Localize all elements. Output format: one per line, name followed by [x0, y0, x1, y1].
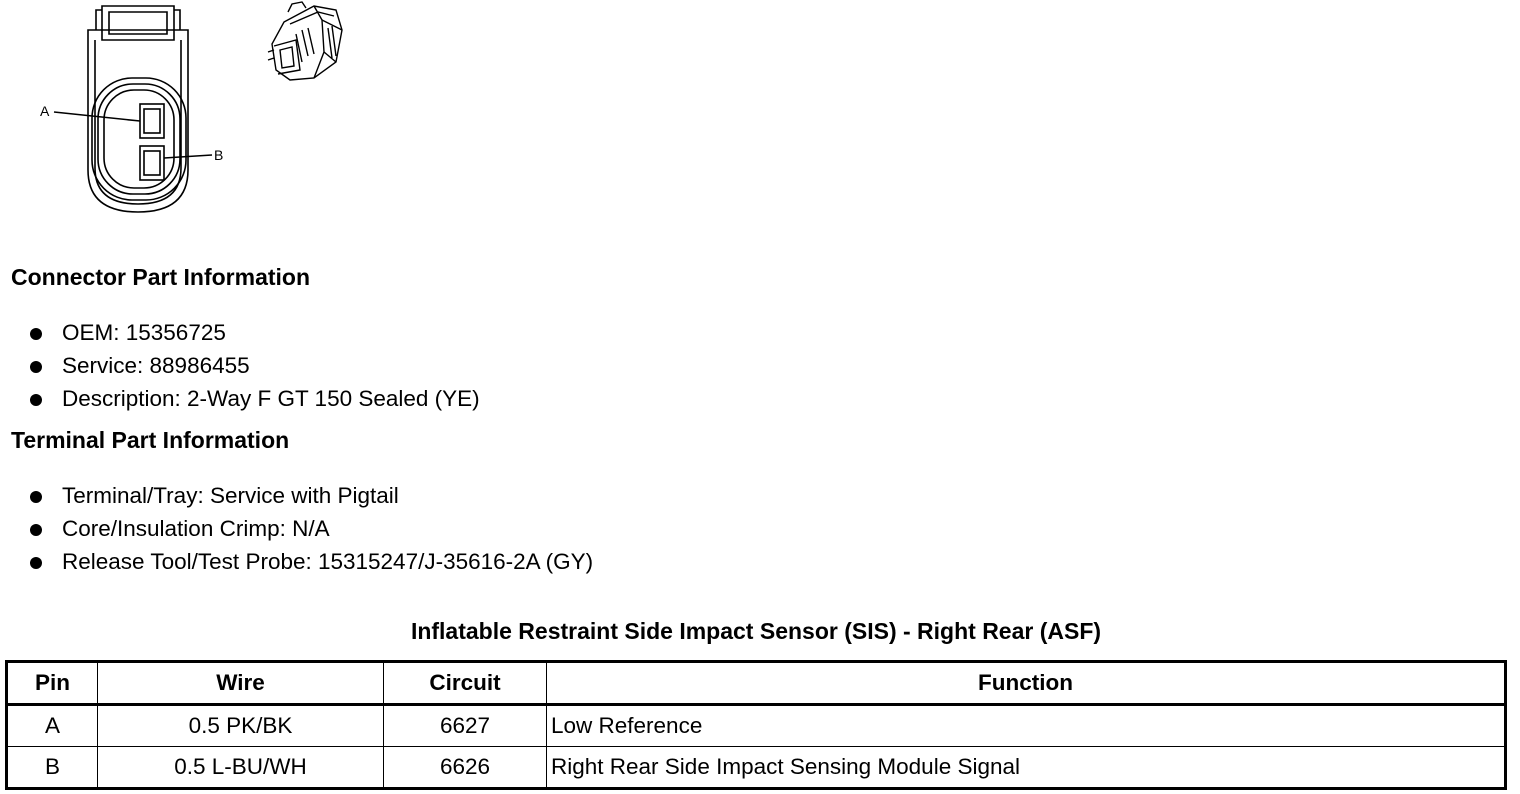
cell-wire: 0.5 L-BU/WH [98, 747, 384, 789]
list-item: Terminal/Tray: Service with Pigtail [28, 479, 593, 512]
pinout-table [5, 660, 1507, 790]
connector-3d-image [262, 0, 362, 90]
connector-part-list [28, 316, 480, 415]
table-row [7, 705, 1506, 747]
list-item: Release Tool/Test Probe: 15315247/J-35616-2A (GY) [28, 545, 593, 578]
list-item: Core/Insulation Crimp: N/A [28, 512, 593, 545]
cell-function: Right Rear Side Impact Sensing Module Signal [547, 747, 1506, 789]
cell-circuit: 6627 [384, 705, 547, 747]
header-circuit: Circuit [384, 662, 547, 705]
cell-wire: 0.5 PK/BK [98, 705, 384, 747]
connector-face-diagram [0, 0, 240, 220]
list-item: Description: 2-Way F GT 150 Sealed (YE) [28, 382, 480, 415]
list-item: OEM: 15356725 [28, 316, 480, 349]
cell-pin: B [7, 747, 98, 789]
cell-function: Low Reference [547, 705, 1506, 747]
table-title: Inflatable Restraint Side Impact Sensor (SIS) - Right Rear (ASF) [410, 618, 1102, 644]
cell-circuit: 6626 [384, 747, 547, 789]
pin-a-label: A [40, 103, 50, 119]
table-header-row [7, 662, 1506, 705]
terminal-part-list [28, 479, 593, 578]
header-wire: Wire [98, 662, 384, 705]
header-pin: Pin [7, 662, 98, 705]
list-item: Service: 88986455 [28, 349, 480, 382]
connector-part-heading: Connector Part Information [11, 264, 311, 290]
table-row [7, 747, 1506, 789]
terminal-part-heading: Terminal Part Information [11, 427, 290, 453]
header-function: Function [547, 662, 1506, 705]
pin-b-label: B [214, 147, 224, 163]
cell-pin: A [7, 705, 98, 747]
